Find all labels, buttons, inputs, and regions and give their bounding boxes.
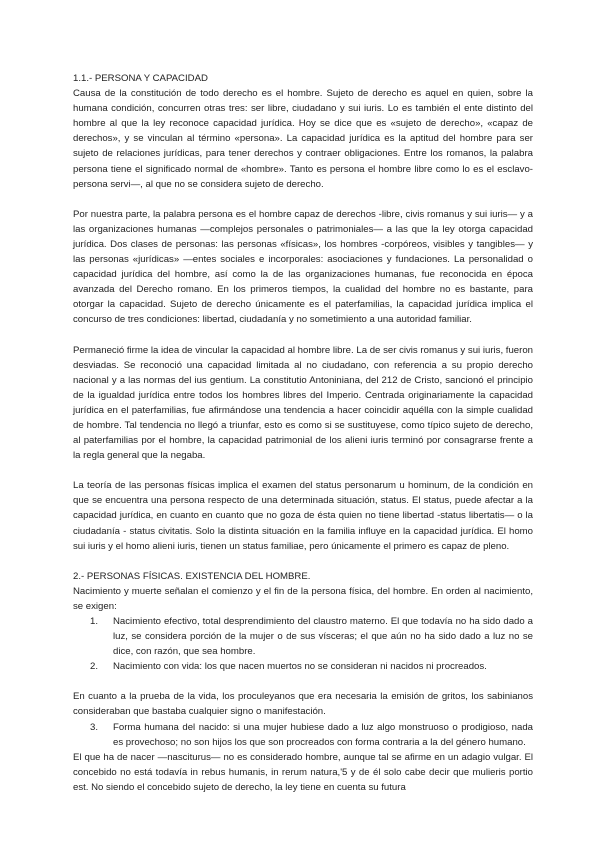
paragraph-nasciturus: El que ha de nacer —nasciturus— no es considerado hombre, aunque tal se afirme en un adagio vulgar. El concebido no está todavía in rebus humanis, in rerum natura,'5 y de él solo cabe decir que mulieris portio est. No siendo el concebido sujeto de derecho, la ley tiene en cuenta su futura [73,751,533,793]
list-item [73,720,533,750]
list-item-text: Forma humana del nacido: si una mujer hubiese dado a luz algo monstruoso o prodigioso, nada es provechoso; no son hijos los que son procreados con forma contraria a la del género humano. [113,721,533,748]
section-heading-personas-fisicas: 2.- PERSONAS FÍSICAS. EXISTENCIA DEL HOMBRE. [73,570,311,582]
list-item-number: 2. [90,661,99,673]
document-page [73,71,533,795]
requirements-list-continued [73,720,533,750]
list-item-number: 3. [90,721,99,733]
list-item [73,614,533,659]
requirements-list [73,614,533,674]
paragraph-palabra-persona: Por nuestra parte, la palabra persona es el hombre capaz de derechos -libre, civis romanus y sui iuris— y a las organizaciones humanas —complejos personales o patrimoniales— a las que la ley otorga capacidad jurídica. Dos clases de personas: las personas «físicas», los hombres -corpóreos, visibles y tangibles— y las personas «jurídicas» —entes sociales e incorporales: asociaciones y fundaciones. La personalidad o capacidad jurídica del hombre, así como la de las organizaciones humanas, fue reconocida en época avanzada del Derecho romano. En los primeros tiempos, la cualidad del hombre no es bastante, para otorgar la capacidad. Sujeto de derecho únicamente es el paterfamilias, la capacidad jurídica implica el concurso de tres condiciones: libertad, ciudadanía y no sometimiento a una autoridad familiar. [73,208,533,326]
list-item-text: Nacimiento con vida: los que nacen muertos no se consideran ni nacidos ni procreados. [113,661,487,673]
list-item [73,659,533,674]
paragraph-nacimiento-muerte: Nacimiento y muerte señalan el comienzo y el fin de la persona física, del hombre. En orden al nacimiento, se exigen: [73,585,533,612]
list-item-number: 1. [90,616,99,627]
list-item-text: Nacimiento efectivo, total desprendimiento del claustro materno. El que todavía no ha sido dado a luz, se considera porción de la mujer o de sus vísceras; el que aún no ha sido dado a luz no se dice, con razón, que sea hombre. [113,616,533,658]
section-heading-persona-capacidad: 1.1.- PERSONA Y CAPACIDAD [73,73,208,84]
paragraph-teoria-personas-fisicas: La teoría de las personas físicas implica el examen del status personarum u hominum, de la condición en que se encuentra una persona respecto de una determinada situación, status. El status, puede afectar a la capacidad jurídica, en cuanto en cuanto que no goza de ésta quien no tiene libertad -status libertatis— o la ciudadanía - status civitatis. Solo la distinta situación en la familia influye en la capacidad jurídica. El homo sui iuris y el homo alieni iuris, tienen un status familiae, pero únicamente el primero es capaz de pleno. [73,480,533,552]
paragraph-gap [73,674,533,689]
paragraph-prueba-vida: En cuanto a la prueba de la vida, los proculeyanos que era necesaria la emisión de gritos, los sabinianos consideraban que bastaba cualquier signo o manifestación. [73,691,533,718]
paragraph-gap [73,328,533,343]
paragraph-gap [73,463,533,478]
paragraph-permanecio-firme: Permaneció firme la idea de vincular la capacidad al hombre libre. La de ser civis romanus y sui iuris, fueron desviadas. Se reconoció una capacidad limitada al no ciudadano, con referencia a su propio derecho nacional y a las normas del ius gentium. La constitutio Antoniniana, del 212 de Cristo, sancionó el principio de la igualdad jurídica entre todos los hombres libres del Imperio. Centrada originariamente la capacidad jurídica en el paterfamilias, fue afirmándose una tendencia a hacer coincidir aquélla con la simple cualidad de hombre. Tal tendencia no llegó a triunfar, esto es como si se sustituyese, como típico sujeto de derecho, al paterfamilias por el hombre, la capacidad patrimonial de los alieni iuris terminó por consagrarse frente a la regla general que la negaba. [73,344,533,462]
paragraph-gap [73,192,533,207]
paragraph-causa-constitucion: Causa de la constitución de todo derecho es el hombre. Sujeto de derecho es aquel en quien, sobre la humana condición, concurren otras tres: ser libre, ciudadano y sui iuris. Lo es también el ente distinto del hombre al que la ley reconoce capacidad jurídica. Hoy se dice que es «sujeto de derecho», «capaz de derechos», y se vinculan al término «persona». La capacidad jurídica es la aptitud del hombre para ser sujeto de relaciones jurídicas, para tener derechos y contraer obligaciones. Entre los romanos, la palabra persona tiene el significado normal de «hombre». Tanto es persona el hombre libre como lo es el esclavo-persona servi—, al que no se considera sujeto de derecho. [73,88,533,190]
paragraph-gap [73,554,533,569]
